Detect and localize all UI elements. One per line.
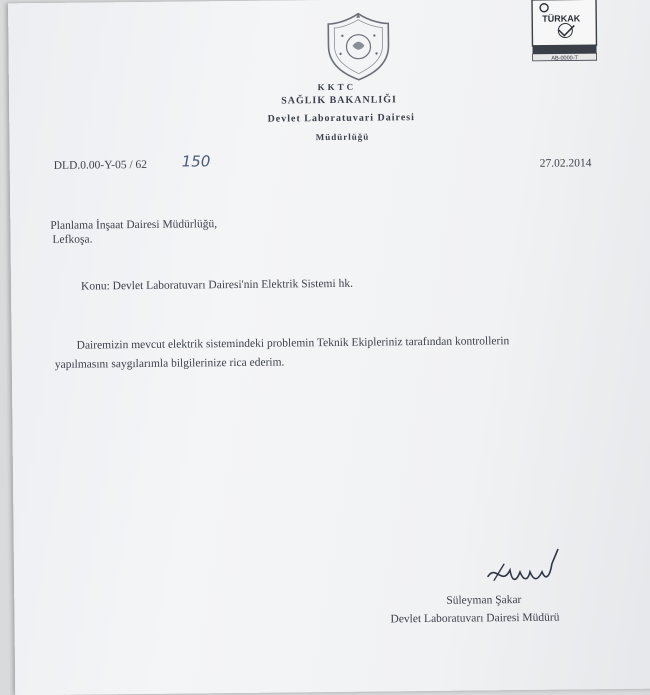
state-emblem-icon bbox=[322, 9, 395, 82]
body-line2: yapılmasını saygılarımla bilgilerinize rica ederim. bbox=[54, 356, 285, 371]
certification-code: AB-0000-T bbox=[551, 55, 578, 62]
handwritten-signature bbox=[482, 545, 578, 590]
recipient-line1: Planlama İnşaat Dairesi Müdürlüğü, bbox=[50, 218, 218, 232]
reference-number: DLD.0.00-Y-05 / 62 bbox=[53, 158, 148, 172]
header-country: KKTC bbox=[317, 81, 357, 93]
signatory-name: Süleyman Şakar bbox=[446, 594, 522, 607]
body-line1: Dairemizin mevcut elektrik sistemindeki problemin Teknik Ekipleriniz tarafından kontrollerin bbox=[76, 335, 510, 352]
recipient-line2: Lefkoşa. bbox=[52, 233, 93, 246]
handwritten-reference: 150 bbox=[181, 152, 211, 171]
header-ministry: SAĞLIK BAKANLIĞI bbox=[281, 94, 397, 107]
subject-line: Konu: Devlet Laboratuvarı Dairesi'nin Elektrik Sistemi hk. bbox=[80, 277, 353, 293]
header-department: Devlet Laboratuvari Dairesi bbox=[267, 112, 415, 125]
certification-logo bbox=[528, 0, 601, 62]
signatory-title: Devlet Laboratuvarı Dairesi Müdürü bbox=[390, 611, 560, 626]
header-directorate: Müdürlüğü bbox=[315, 131, 370, 143]
certification-brand: TÜRKAK bbox=[542, 13, 581, 24]
letter-page bbox=[8, 0, 650, 695]
letter-date: 27.02.2014 bbox=[539, 157, 592, 170]
